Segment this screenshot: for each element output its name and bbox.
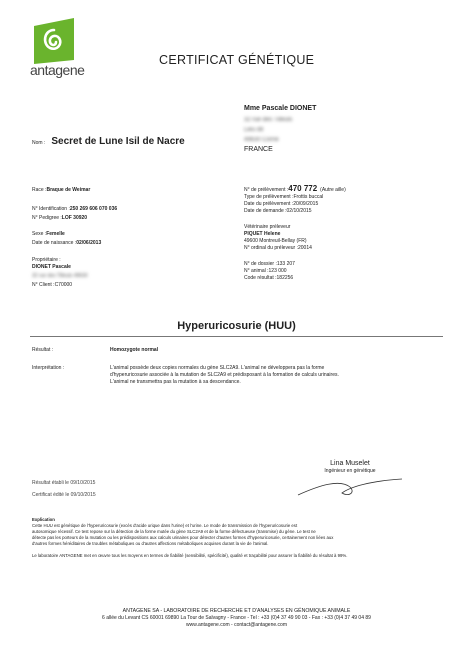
id-row	[32, 206, 232, 213]
interpretation-label: Interprétation :	[32, 365, 65, 371]
certificate-date: Certificat édité le 09/10/2015	[32, 492, 96, 498]
antagene-logo-icon	[30, 16, 78, 66]
dob-value: 02/06/2013	[76, 240, 102, 246]
client-value: C70000	[54, 282, 73, 288]
sample-number-suffix: (Autre aille)	[320, 187, 346, 193]
vet-order-label: N° ordinal du préleveur :	[244, 245, 298, 251]
sample-number-row	[244, 185, 454, 194]
interpretation-line-2: d'hyperuricosurie associée à la mutation de SLC2A9 et prédisposant à la formation de calculs urinaires.	[110, 372, 339, 378]
company-logo	[30, 16, 85, 82]
dog-name-row	[32, 136, 185, 147]
sample-number-label: N° de prélèvement :	[244, 187, 289, 193]
request-date-label: Date de demande :	[244, 208, 287, 214]
sample-type-row	[244, 194, 454, 201]
disclaimer: Le laboratoire ANTAGENE met en œuvre tous les moyens en termes de fiabilité (sensibilité, spécificité), qualité et traçabilité pour assurer la fiabilité du résultat à 99%.	[32, 553, 348, 558]
owner-address-line-3: 49630 Corné	[244, 137, 279, 143]
animal-value: 123 000	[268, 268, 287, 274]
pedigree-label: N° Pedigree :	[32, 215, 62, 221]
sample-type-value: Frottis buccal	[293, 194, 324, 200]
footer	[0, 608, 473, 629]
id-label: N° Identification :	[32, 206, 70, 212]
explanation-line-2: autosomique récessif. Ce test repose sur la détection de la forme mutée du gène SLC2A9 et de la forme défectueuse (transmise) du gène. Le test ne	[32, 529, 316, 534]
request-date-row	[244, 208, 454, 215]
code-row	[244, 275, 454, 282]
breed-value: Braque de Weimar	[46, 187, 91, 193]
signature-block	[290, 460, 410, 506]
dob-row	[32, 240, 232, 247]
request-date-value: 02/10/2015	[286, 208, 312, 214]
sample-type-label: Type de prélèvement :	[244, 194, 294, 200]
certificate-title: CERTIFICAT GÉNÉTIQUE	[159, 53, 315, 67]
explanation-line-4: d'autres formes héréditaires de troubles métaboliques ou d'autres affections métaboliques acquises durant la vie de l'animal.	[32, 541, 269, 546]
code-label: Code résultat :	[244, 275, 277, 281]
owner-country: FRANCE	[244, 146, 273, 153]
vet-name: PIQUET Helene	[244, 231, 281, 237]
test-title-rule	[30, 336, 443, 337]
id-value: 250 269 606 070 036	[69, 206, 118, 212]
explanation-line-1: Cette HUU est génétique de l'hyperuricosurie (excès d'acide urique dans l'urine) et l'urine. Le mode de transmission de l'hyperuricosurie est	[32, 523, 298, 528]
breed-row	[32, 187, 232, 194]
vet-order-row	[244, 245, 454, 252]
sex-value: Femelle	[46, 231, 65, 237]
owner-info-name: DIONET Pascale	[32, 264, 71, 270]
interpretation-line-3: L'animal ne transmettra pas la mutation à sa descendance.	[110, 379, 241, 385]
explanation-title: Explication	[32, 517, 55, 522]
dog-name: Secret de Lune Isil de Nacre	[51, 136, 185, 147]
test-title: Hyperuricosurie (HUU)	[177, 320, 296, 332]
sample-date-label: Date du prélèvement :	[244, 201, 294, 207]
owner-info-address: 32 rue des Tilleuls 49630	[32, 273, 88, 279]
interpretation-text	[110, 365, 450, 386]
dob-label: Date de naissance :	[32, 240, 77, 246]
owner-address-line-2: Lieu dit	[244, 127, 264, 133]
signer-name: Lina Muselet	[330, 460, 370, 467]
logo-text: antagene	[30, 62, 85, 78]
signer-role: Ingénieur en génétique	[324, 468, 376, 474]
result-label: Résultat :	[32, 347, 54, 353]
vet-city: 49600 Montreuil-Bellay (FR)	[244, 238, 307, 244]
footer-line-1: ANTAGENE SA - LABORATOIRE DE RECHERCHE ET D'ANALYSES EN GÉNOMIQUE ANIMALE	[122, 608, 351, 614]
sex-label: Sexe :	[32, 231, 47, 237]
dog-name-label: Nom :	[32, 140, 46, 146]
result-date: Résultat établi le 09/10/2015	[32, 480, 96, 486]
animal-label: N° animal :	[244, 268, 269, 274]
owner-label: Propriétaire :	[32, 257, 61, 263]
sample-info-block	[244, 185, 454, 282]
dossier-row	[244, 261, 454, 268]
sample-date-value: 20/09/2015	[293, 201, 319, 207]
vet-label: Vétérinaire préleveur	[244, 224, 291, 230]
sex-row	[32, 231, 232, 238]
result-value: Homozygote normal	[110, 347, 159, 353]
sample-number-value: 470 772	[288, 184, 318, 193]
breed-label: Race :	[32, 187, 47, 193]
vet-order-value: 20014	[297, 245, 312, 251]
dossier-label: N° de dossier :	[244, 261, 277, 267]
owner-address-block	[244, 104, 444, 154]
explanation-block	[32, 517, 442, 559]
sample-date-row	[244, 201, 454, 208]
owner-address-line-1: 32 rue des Tilleuls	[244, 117, 293, 123]
footer-line-2: 6 allée du Levant CS 60001 69890 La Tour de Salvagny - France - Tel : +33 (0)4 37 49 90 03 - Fax : +33 (0)4 37 49 04 89	[102, 615, 371, 621]
dog-info-block	[32, 187, 232, 289]
client-row	[32, 282, 232, 289]
pedigree-value: LOF 30920	[61, 215, 88, 221]
explanation-line-3: détecte pas les porteurs de la mutation ou les prédispositions aux calculs urinaires pour détecter d'autres formes d'hyperuricosurie, certainement non liées aux	[32, 535, 334, 540]
pedigree-row	[32, 215, 232, 222]
code-value: 182256	[276, 275, 294, 281]
client-label: N° Client :	[32, 282, 55, 288]
handwritten-signature-icon	[290, 475, 410, 501]
dossier-value: 133 207	[276, 261, 295, 267]
footer-line-3: www.antagene.com - contact@antagene.com	[186, 622, 287, 628]
owner-name: Mme Pascale DIONET	[244, 105, 317, 112]
animal-row	[244, 268, 454, 275]
interpretation-line-1: L'animal possède deux copies normales du gène SLC2A9. L'animal ne développera pas la forme	[110, 365, 325, 371]
